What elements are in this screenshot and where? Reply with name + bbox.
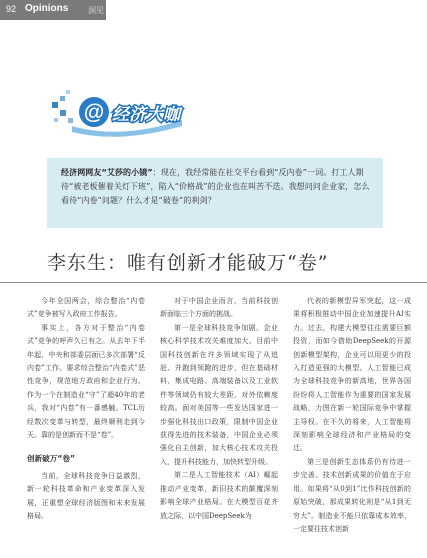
reader-name: 经济网网友“艾莎的小镜” (61, 168, 153, 177)
paragraph: 第一是全球科技竞争加剧。企业核心科学技术攻关难度加大。目前中国科技创新在许多领域实现了从追赶、并跑到领跑的进步，但在基础材料、集成电路、高端装备以及工业软件等领域仍有较大差距，对外依赖度较高。面对美国等一些发达国家进一步强化科技出口政策，限制中国企业获得先进的技术装备，中国企业必须强化自主创新，加大核心技术攻关投入，提升科技能力，加快转型升级。 (160, 323, 278, 466)
article-column-2 (160, 295, 278, 523)
paragraph: 对于中国企业而言，当前科技创新面临三个方面的挑战。 (160, 297, 278, 319)
paragraph: 第三是创新生态体系仍有待进一步完善。技术创新成果的价值在于应用。如果将“从0到1”比作科技创新的原始突破，那成果转化则是“从1到无穷大”。制造业不能只依靠成本效率，一定要往技术创新 (293, 457, 411, 533)
paragraph: 事实上，各方对于整治“内卷式”竞争的呼声久已有之。从去年下半年起，中央和部委层面已多次部署“反内卷”工作。要求综合整治“内卷式”恶性竞争，规范地方政府和企业行为。作为一个在制造业“守”了超40年的老兵，我对“内卷”有一番感触。TCL历经数次变革与转型，最终顺利走到今天。靠的是创新而不是“卷”。 (27, 323, 145, 440)
reader-question-box (47, 158, 383, 228)
reader-question (61, 166, 373, 208)
section-title: Opinions (25, 3, 69, 14)
logo-dots (52, 90, 73, 123)
article-column-3 (293, 295, 411, 536)
page-header (0, 0, 427, 20)
column-logo-text: 经济大咖 (112, 105, 180, 125)
article-title: 李东生：唯有创新才能破万“卷” (47, 252, 329, 274)
reader-question-body: ：现在，我经常能在社交平台看到“反内卷”一词。打工人期待“被老板催着关灯下班”，陷入“价格战”的企业也在叫苦不迭。我想问问企业家，怎么看待“内卷”问题？什么才是“破卷”的利剑？ (61, 168, 370, 205)
column-logo (50, 88, 186, 138)
paragraph: 代表的新模型异军突起，这一成果将积极推动中国企业加速提升AI实力。过去，构建大模型往往需要巨额投资，而如今借助DeepSeek的开源创新模型架构，企业可以用更少的投入打造更强的大模型。人工智能已成为全球科技竞争的新高地，世界各国纷纷将人工智能作为重要的国家发展战略，力图在新一轮国际竞争中掌握主导权。在不久的将来，人工智能将深刻影响全球经济和产业格局的变迁。 (293, 297, 411, 453)
paragraph: 第二是人工智能技术（AI）崛起推动产业变革，新旧技术的颠覆深刻影响全球产业格局。在大模型百花齐放之际，以中国DeepSeek为 (160, 471, 278, 520)
subsection-title: 洞见 (88, 6, 104, 15)
title-divider (0, 282, 427, 283)
header-bar (0, 0, 106, 20)
paragraph: 当前，全球科技竞争日益激烈，新一轮科技革命和产业变革深入发展，正重塑全球经济版图和未来发展格局。 (27, 471, 145, 521)
page-number: 92 (6, 4, 17, 14)
article-column-1 (27, 295, 145, 524)
at-sign: @ (83, 101, 105, 124)
paragraph: 今年全国两会，综合整治“内卷式”竞争被写入政府工作报告。 (27, 297, 145, 319)
section-subheading: 创新破万“卷” (27, 454, 75, 464)
